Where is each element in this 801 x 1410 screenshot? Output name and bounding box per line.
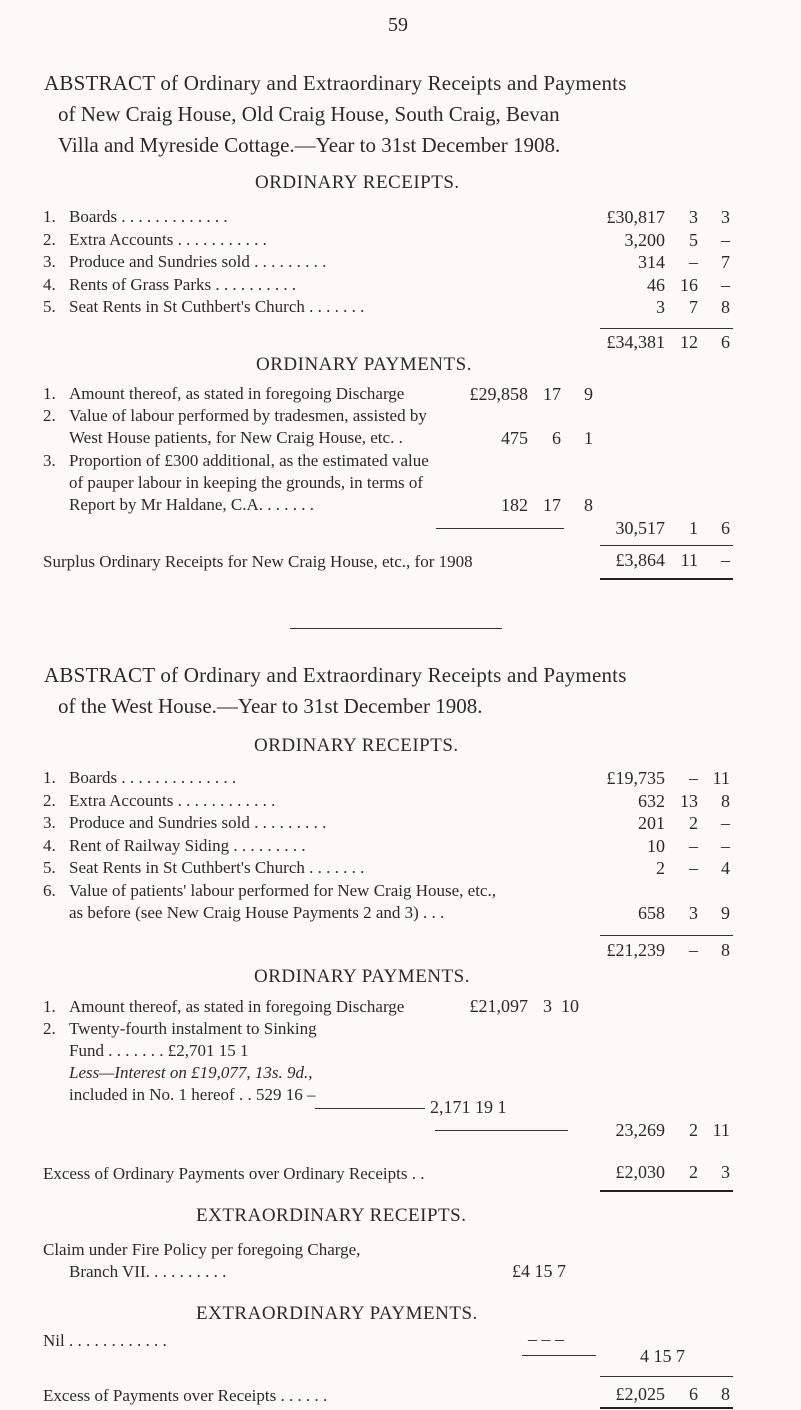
item-number: 2. [43,229,56,249]
item-amount [438,428,618,450]
payment-line [69,495,314,515]
item-label: Boards . . . . . . . . . . . . . [69,207,228,226]
item-label: Proportion of £300 additional, as the estimated value [69,451,429,470]
item-number: 1. [43,768,56,787]
section2-receipts-total: £21,239 – 8 [606,940,730,960]
extraordinary-receipts-heading: EXTRAORDINARY RECEIPTS. [196,1205,467,1226]
item-amount [560,836,740,858]
item-number: 4. [43,274,56,294]
line-item [43,836,643,858]
item-amount [560,813,740,835]
payment-line [43,451,429,471]
double-rule [600,1190,733,1192]
section2-payments-total: 23,269 2 11 [615,1120,730,1140]
rule [600,935,733,936]
amount-l: £29,858 [469,384,528,404]
section1-title [44,68,774,161]
amount-l: 10 [647,835,665,856]
amount-d: 3 [721,207,730,227]
line-item [43,230,603,252]
amount-s: – [689,252,698,272]
item-amount [438,495,618,517]
amount-d: 8 [584,495,593,515]
item-label: Produce and Sundries sold . . . . . . . . . [69,813,327,832]
item-number: 1. [43,207,56,226]
item-amount [560,768,740,790]
rule [435,1130,568,1131]
amount-d: 4 [721,858,730,878]
amount-s: 5 [689,229,698,250]
nil-amount: – – – [528,1329,564,1349]
item-label: Amount thereof, as stated in foregoing Discharge [69,384,405,403]
amount-l: 2 [656,858,665,878]
amount-s: – [689,768,698,788]
sinking-fund-net: 2,171 19 1 [430,1097,507,1117]
amount-d: – [721,274,730,295]
amount-l: 314 [638,252,665,272]
item-number: 3. [43,813,56,832]
extraordinary-payments-heading: EXTRAORDINARY PAYMENTS. [196,1303,478,1324]
item-label: Seat Rents in St Cuthbert's Church . . . . . . . [69,297,365,316]
less-interest-line: Less—Interest on £19,077, 13s. 9d., [69,1063,313,1082]
payment-line [43,384,404,404]
item-number: 5. [43,858,56,877]
item-amount [560,230,740,252]
item-number: 1. [43,384,56,403]
amount-d: 8 [721,297,730,317]
double-rule [600,578,733,580]
section1-title-line: ABSTRACT of Ordinary and Extraordinary Receipts and Payments [44,71,627,95]
sinking-fund-line: Fund . . . . . . . £2,701 15 1 [69,1041,249,1060]
item-amount [560,275,740,297]
amount-l: 201 [638,813,665,833]
amount-s: 16 [680,274,698,295]
amount-d: – [721,813,730,833]
item-amount [560,252,740,274]
extra-total: 4 15 7 [640,1346,685,1366]
section1-title-line: Villa and Myreside Cottage.—Year to 31st December 1908. [58,133,561,157]
amount-s: – [689,858,698,878]
amount-s: 6 [552,428,561,448]
amount-l: 632 [638,790,665,811]
ordinary-receipts-heading: ORDINARY RECEIPTS. [254,735,459,756]
fire-claim-amount: £4 15 7 [512,1261,566,1281]
payment-row: 2. Twenty-fourth instalment to Sinking [43,1019,317,1038]
section2-title [44,660,774,722]
amount-l: 46 [647,274,665,295]
ordinary-receipts-heading: ORDINARY RECEIPTS. [255,172,460,193]
payment-amount: £21,097 3 10 [469,996,579,1016]
final-excess-amount: £2,025 6 8 [615,1384,730,1404]
amount-d: 1 [584,428,593,448]
item-label: Value of labour performed by tradesmen, assisted by [69,406,427,425]
double-rule [600,1407,733,1409]
amount-d: 11 [712,768,730,788]
item-label: Extra Accounts . . . . . . . . . . . [69,229,267,249]
item-number: 4. [43,835,56,855]
page-number: 59 [388,14,408,36]
item-label: Rent of Railway Siding . . . . . . . . . [69,835,306,855]
amount-d: 7 [721,252,730,272]
item-number: 2. [43,790,56,810]
item-amount [438,384,618,406]
item-amount [560,297,740,319]
amount-l: 3 [656,297,665,317]
item-amount [560,903,740,925]
fire-claim-label: Claim under Fire Policy per foregoing Charge, [43,1240,361,1259]
payment-line [69,473,423,493]
rule [600,1376,733,1377]
rule [436,528,564,529]
amount-d: 9 [584,384,593,404]
item-number: 3. [43,451,56,470]
section1-receipts-total: £34,381 12 6 [606,332,730,352]
section1-payments-total: 30,517 1 6 [615,518,730,538]
amount-s: 2 [689,813,698,833]
item-label: Boards . . . . . . . . . . . . . . [69,768,237,787]
amount-l: 182 [501,495,528,515]
amount-d: – [721,229,730,250]
payment-row: 1. Amount thereof, as stated in foregoing Discharge [43,997,405,1016]
line-item [43,768,643,790]
section-divider [290,628,502,629]
amount-l: 475 [501,428,528,448]
final-excess-label: Excess of Payments over Receipts . . . . . . [43,1386,328,1405]
ordinary-payments-heading: ORDINARY PAYMENTS. [254,966,470,987]
amount-s: 7 [689,297,698,317]
line-item [43,207,603,229]
item-number: 6. [43,880,56,900]
surplus-label: Surplus Ordinary Receipts for New Craig House, etc., for 1908 [43,552,473,571]
line-item [43,858,643,880]
line-item [43,791,643,813]
item-label: Report by Mr Haldane, C.A. . . . . . . [69,495,315,514]
payment-line [43,406,427,426]
amount-s: – [689,835,698,856]
item-label: as before (see New Craig House Payments 2 and 3) . . . [69,902,445,922]
item-number: 3. [43,252,56,271]
amount-l: £19,735 [606,768,665,788]
item-label: Extra Accounts . . . . . . . . . . . . [69,790,276,810]
item-amount [560,207,740,229]
line-item [43,275,603,297]
less-interest-line: included in No. 1 hereof . . 529 16 – [69,1085,316,1104]
amount-s: 3 [689,902,698,923]
excess-amount: £2,030 2 3 [615,1162,730,1182]
section2-title-line: of the West House.—Year to 31st December 1908. [58,694,483,718]
amount-s: 17 [543,384,561,404]
amount-d: 8 [721,790,730,811]
rule [315,1108,425,1109]
item-amount [560,791,740,813]
item-label: of pauper labour in keeping the grounds, in terms of [69,473,424,492]
amount-s: 17 [543,495,561,515]
fire-claim-label: Branch VII. . . . . . . . . . [69,1262,227,1281]
payment-line [69,428,403,448]
excess-label: Excess of Ordinary Payments over Ordinary Receipts . . [43,1164,425,1183]
section1-title-line: of New Craig House, Old Craig House, South Craig, Bevan [58,102,560,126]
rule [600,328,733,329]
amount-d: – [721,835,730,856]
amount-l: 658 [638,902,665,923]
amount-l: 3,200 [624,229,665,250]
item-label: Produce and Sundries sold . . . . . . . . . [69,252,327,271]
section2-title-line: ABSTRACT of Ordinary and Extraordinary Receipts and Payments [44,663,627,687]
surplus-amount: £3,864 11 – [615,550,730,570]
rule [600,545,733,546]
item-label: West House patients, for New Craig House, etc. . [69,428,403,447]
amount-l: £30,817 [606,207,665,227]
item-number: 5. [43,297,56,316]
nil-label: Nil . . . . . . . . . . . . [43,1331,167,1350]
line-item [43,297,603,319]
amount-s: 3 [689,207,698,227]
amount-s: 13 [680,790,698,811]
item-label: Rents of Grass Parks . . . . . . . . . . [69,274,297,294]
line-item [43,881,643,903]
item-label: Value of patients' labour performed for New Craig House, etc., [69,880,496,900]
ordinary-payments-heading: ORDINARY PAYMENTS. [256,354,472,375]
line-item [43,813,643,835]
line-item [43,252,603,274]
item-number: 2. [43,406,56,425]
amount-d: 9 [721,902,730,923]
rule [522,1355,596,1356]
item-label: Seat Rents in St Cuthbert's Church . . . . . . . [69,858,365,877]
item-amount [560,858,740,880]
